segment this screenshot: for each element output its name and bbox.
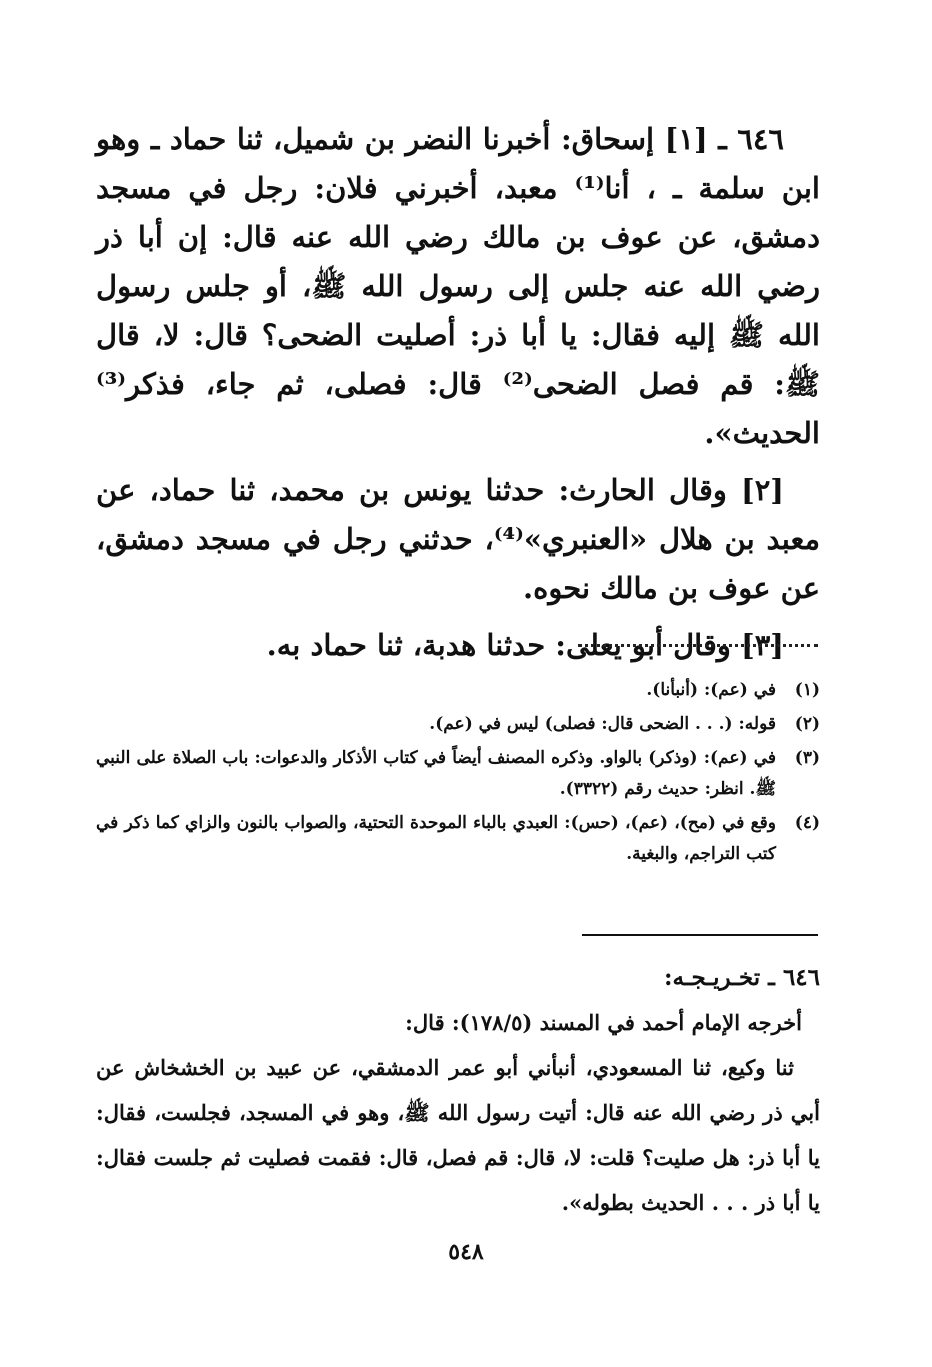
footnote-separator [578, 644, 818, 647]
main-text [96, 115, 820, 678]
footnote-text: وقع في (مح)، (عم)، (حس): العبدي بالباء الموحدة التحتية، والصواب بالنون والزاي كما ذكر في كتب التراجم، والبغية. [96, 813, 776, 864]
footnotes [96, 675, 820, 873]
takhrij-section [96, 955, 820, 1225]
footnote-text: في (عم): (وذكر) بالواو. وذكره المصنف أيضاً في كتاب الأذكار والدعوات: باب الصلاة على النبي ﷺ. انظر: حديث رقم (٣٣٢٢). [96, 748, 776, 799]
takhrij-rule [582, 934, 818, 936]
footnote-number: (٣) [794, 748, 820, 768]
footnote-number: (٤) [794, 813, 820, 833]
hadith-paragraph-2: [٢] وقال الحارث: حدثنا يونس بن محمد، ثنا حماد، عن معبد بن هلال «العنبري»⁽⁴⁾، حدثني رجل في مسجد دمشق، عن عوف بن مالك نحوه. [96, 473, 820, 605]
page-number: ٥٤٨ [448, 1239, 484, 1265]
footnote-text: قوله: (. . . الضحى قال: فصلى) ليس في (عم). [429, 714, 776, 734]
footnote-number: (٢) [794, 714, 820, 734]
hadith-paragraph-3: [٣] وقال أبو يعلى: حدثنا هدبة، ثنا حماد به. [266, 628, 784, 662]
takhrij-heading: ٦٤٦ ـ تخـريـجـه: [663, 964, 820, 991]
footnote-4 [96, 808, 820, 870]
footnote-2 [96, 709, 820, 740]
takhrij-lead: أخرجه الإمام أحمد في المسند (١٧٨/٥): قال: [405, 1010, 802, 1035]
takhrij-body: ثنا وكيع، ثنا المسعودي، أنبأني أبو عمر الدمشقي، عن عبيد بن الخشخاش عن أبي ذر رضي الله عنه قال: أتيت رسول الله ﷺ، وهو في المسجد، فجلست، فقال: يا أبا ذر: هل صليت؟ قلت: لا، قال: قم فصل، قال: فقمت فصليت ثم جلست فقال: يا أبا ذر . . . الحديث بطوله». [96, 1055, 820, 1215]
footnote-number: (١) [794, 680, 820, 700]
footnote-3 [96, 743, 820, 805]
hadith-paragraph-1: ٦٤٦ ـ [١] إسحاق: أخبرنا النضر بن شميل، ثنا حماد ـ وهو ابن سلمة ـ ، أنا⁽¹⁾ معبد، أخبرني فلان: رجل في مسجد دمشق، عن عوف بن مالك رضي الله عنه قال: إن أبا ذر رضي الله عنه جلس إلى رسول الله ﷺ، أو جلس رسول الله ﷺ إليه فقال: يا أبا ذر: أصليت الضحى؟ قال: لا، قال ﷺ: قم فصل الضحى⁽²⁾ قال: فصلى، ثم جاء، فذكر⁽³⁾ الحديث». [96, 122, 820, 450]
footnote-text: في (عم): (أنبأنا). [646, 680, 776, 700]
footnote-1 [96, 675, 820, 706]
